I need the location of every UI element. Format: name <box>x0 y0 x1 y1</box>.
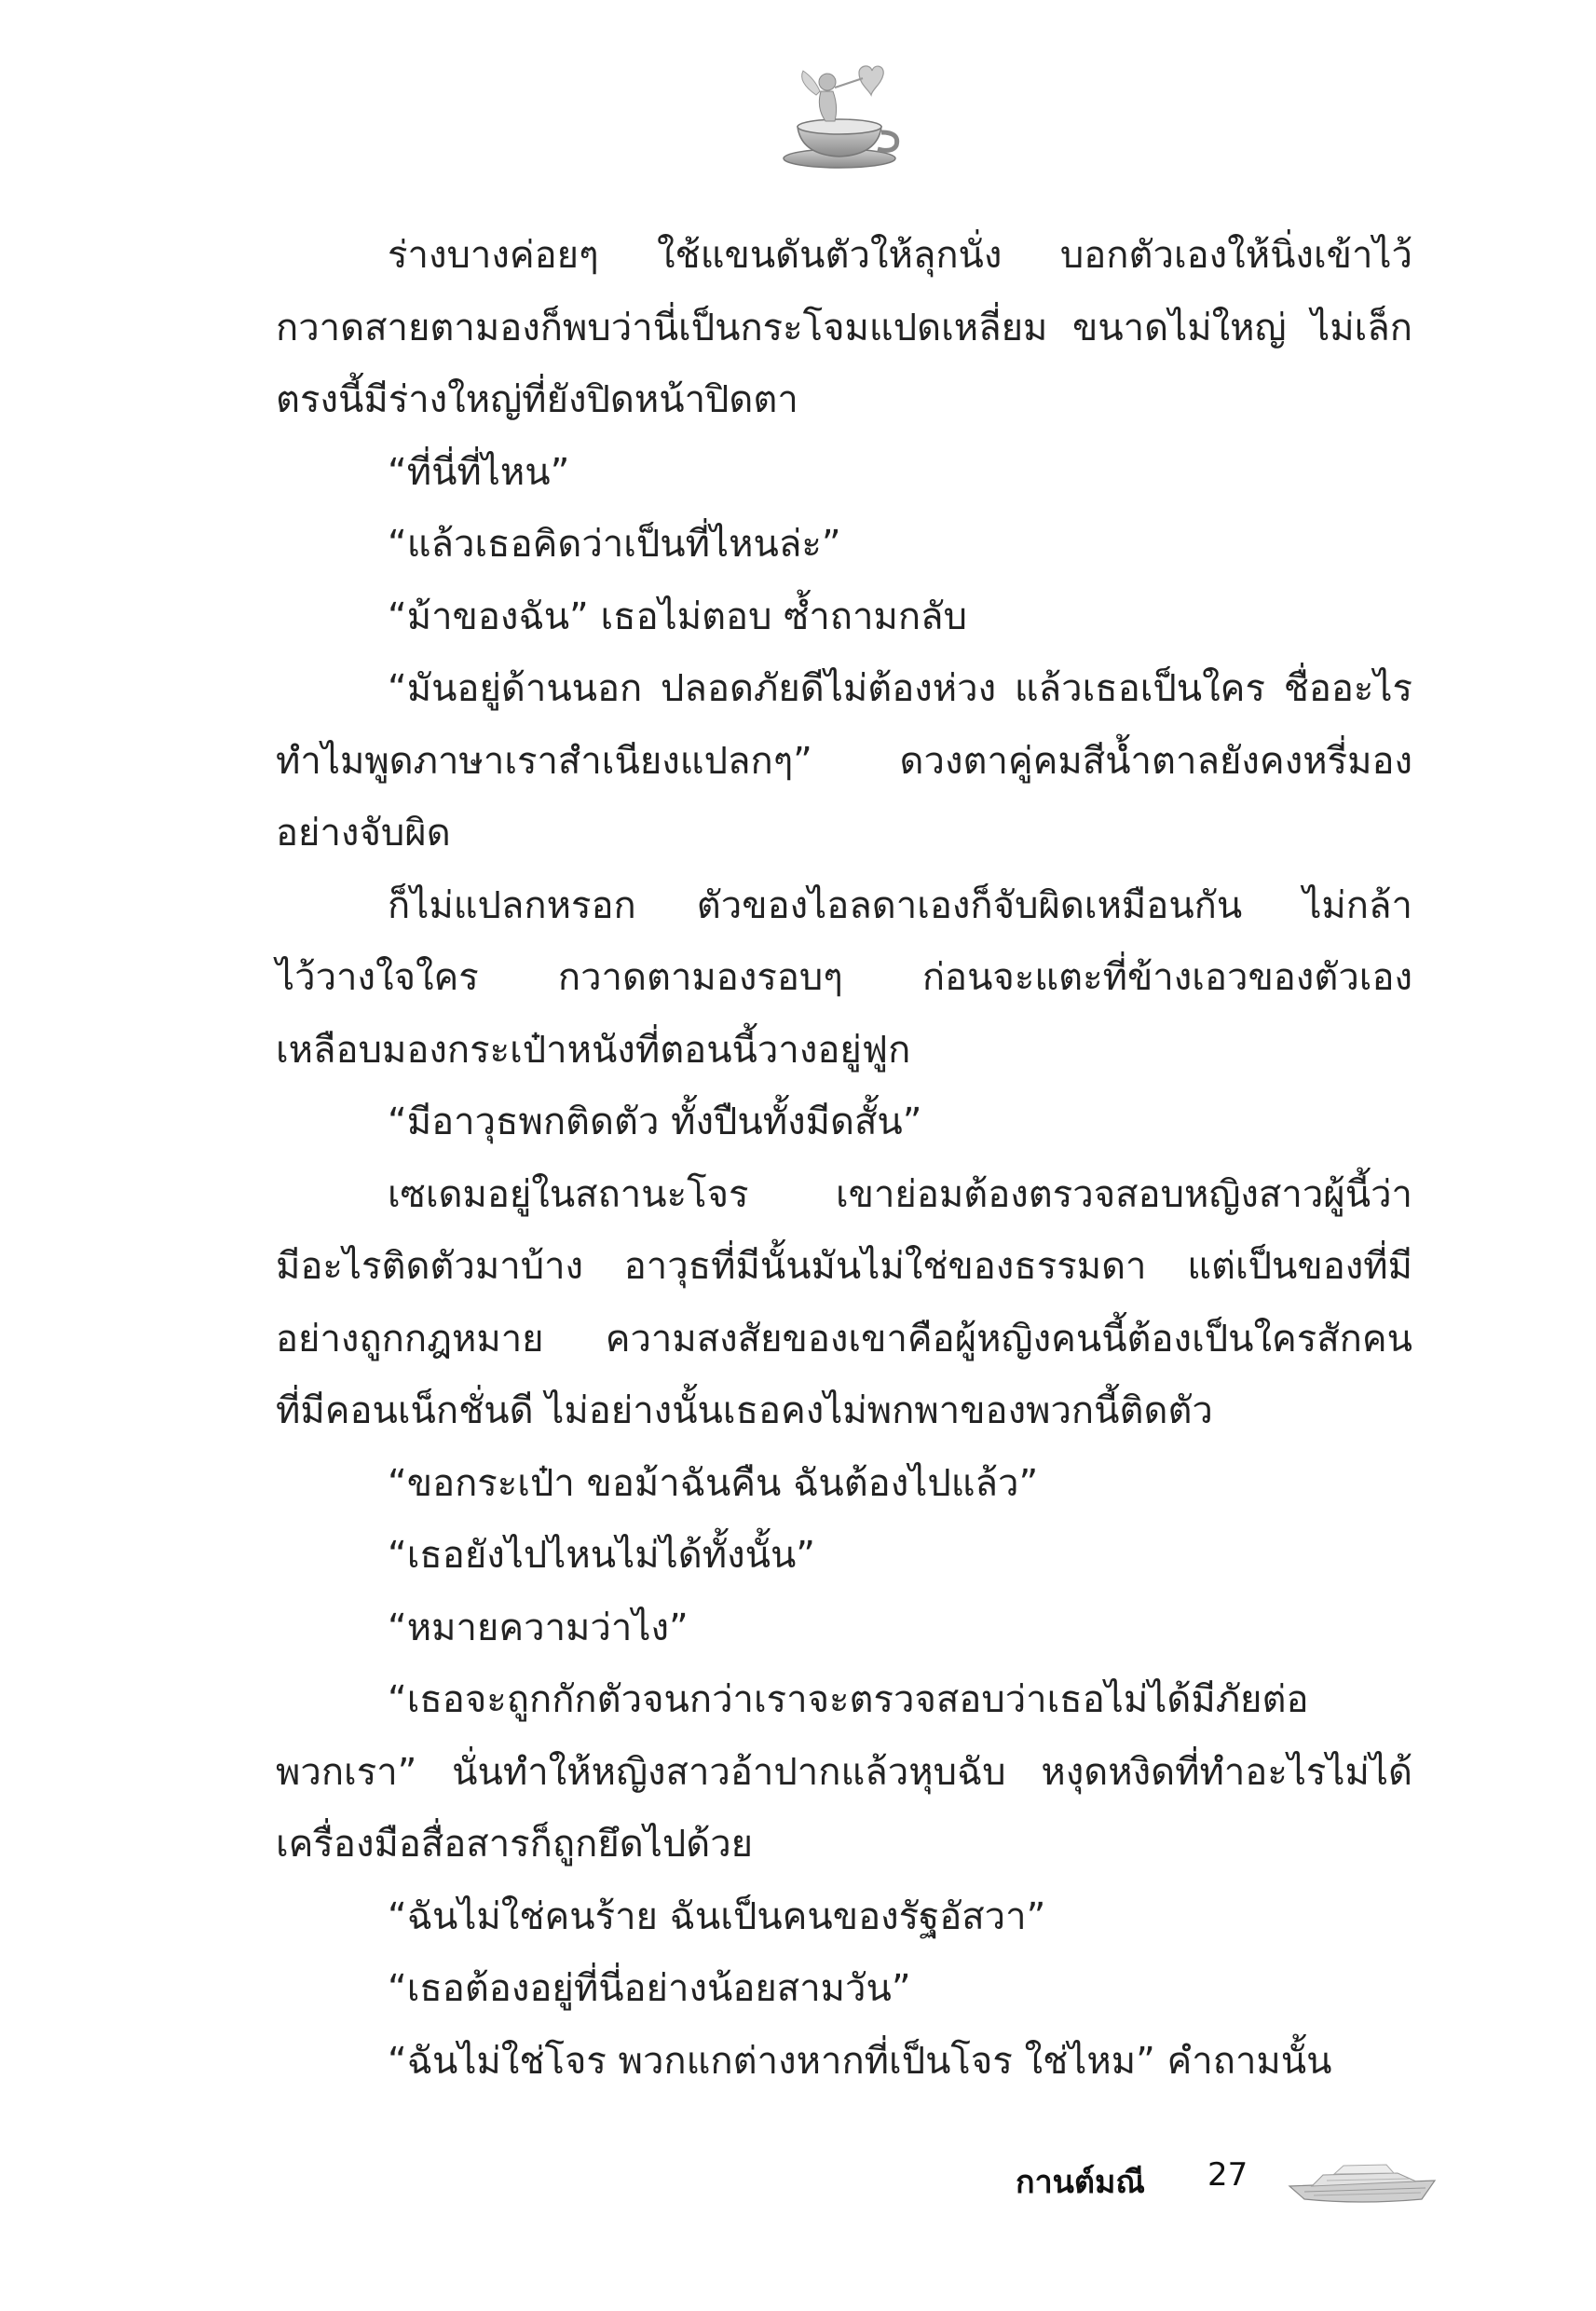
page-number: 27 <box>1207 2156 1248 2194</box>
text-line: อย่างถูกกฎหมาย ความสงสัยของเขาคือผู้หญิงคนนี้ต้องเป็นใครสักคน <box>276 1317 1412 1361</box>
text-line: อย่างจับผิด <box>276 812 451 855</box>
text-line: “มีอาวุธพกติดตัว ทั้งปืนทั้งมีดสั้น” <box>388 1101 922 1143</box>
paragraph <box>276 1087 1412 1159</box>
paragraph <box>276 1159 1412 1448</box>
text-line: “เธอยังไปไหนไม่ได้ทั้งนั้น” <box>388 1534 816 1577</box>
text-line: “มันอยู่ด้านนอก ปลอดภัยดีไม่ต้องห่วง แล้วเธอเป็นใคร ชื่ออะไร <box>388 667 1412 710</box>
paragraph <box>276 1520 1412 1593</box>
paragraph <box>276 1953 1412 2026</box>
text-line: ตรงนี้มีร่างใหญ่ที่ยังปิดหน้าปิดตา <box>276 378 798 421</box>
text-line: “ที่นี่ที่ไหน” <box>388 450 570 494</box>
page-footer <box>1016 2143 1453 2218</box>
text-line: “เธอต้องอยู่ที่นี่อย่างน้อยสามวัน” <box>388 1967 911 2010</box>
paragraph <box>276 437 1412 510</box>
text-line: “ฉันไม่ใช่คนร้าย ฉันเป็นคนของรัฐอัสวา” <box>388 1894 1046 1938</box>
text-line: “เธอจะถูกกักตัวจนกว่าเราจะตรวจสอบว่าเธอไม่ได้มีภัยต่อ <box>388 1678 1309 1721</box>
text-line: “ฉันไม่ใช่โจร พวกแกต่างหากที่เป็นโจร ใช่ไหม” คำถามนั้น <box>388 2039 1332 2083</box>
text-line: เหลือบมองกระเป๋าหนังที่ตอนนี้วางอยู่ฟูก <box>276 1028 911 1072</box>
text-line: “ม้าของฉัน” เธอไม่ตอบ ซ้ำถามกลับ <box>388 595 967 638</box>
text-line: เซเดมอยู่ในสถานะโจร เขาย่อมต้องตรวจสอบหญิงสาวผู้นี้ว่า <box>388 1172 1412 1216</box>
text-line: พวกเรา” นั่นทำให้หญิงสาวอ้าปากแล้วหุบฉับ หงุดหงิดที่ทำอะไรไม่ได้ <box>276 1750 1412 1794</box>
text-line: ทำไมพูดภาษาเราสำเนียงแปลกๆ” ดวงตาคู่คมสีน้ำตาลยังคงหรี่มอง <box>276 739 1412 783</box>
text-line: ร่างบางค่อยๆ ใช้แขนดันตัวให้ลุกนั่ง บอกตัวเองให้นิ่งเข้าไว้ <box>388 234 1412 277</box>
book-title: กานต์มณี <box>1016 2164 1145 2201</box>
paragraph <box>276 2026 1412 2099</box>
text-line: ไว้วางใจใคร กวาดตามองรอบๆ ก่อนจะแตะที่ข้างเอวของตัวเอง <box>276 956 1412 999</box>
text-line: ก็ไม่แปลกหรอก ตัวของไอลดาเองก็จับผิดเหมือนกัน ไม่กล้า <box>388 883 1412 927</box>
paragraph <box>276 220 1412 437</box>
paragraph <box>276 870 1412 1087</box>
paragraph <box>276 581 1412 654</box>
text-line: กวาดสายตามองก็พบว่านี่เป็นกระโจมแปดเหลี่ยม ขนาดไม่ใหญ่ ไม่เล็ก <box>276 306 1412 349</box>
text-line: “ขอกระเป๋า ขอม้าฉันคืน ฉันต้องไปแล้ว” <box>388 1461 1039 1505</box>
paragraph <box>276 653 1412 870</box>
paragraph <box>276 1593 1412 1665</box>
text-line: “แล้วเธอคิดว่าเป็นที่ไหนล่ะ” <box>388 523 841 566</box>
cruise-ship-icon <box>1286 2153 1439 2208</box>
text-line: เครื่องมือสื่อสารก็ถูกยึดไปด้วย <box>276 1823 754 1866</box>
paragraph <box>276 509 1412 581</box>
cupid-teacup-ornament-icon <box>770 54 909 175</box>
paragraph <box>276 1664 1412 1881</box>
paragraph <box>276 1448 1412 1521</box>
text-line: มีอะไรติดตัวมาบ้าง อาวุธที่มีนั้นมันไม่ใช่ของธรรมดา แต่เป็นของที่มี <box>276 1245 1412 1288</box>
text-line: “หมายความว่าไง” <box>388 1606 689 1649</box>
body-text <box>276 220 1412 2098</box>
text-line: ที่มีคอนเน็กชั่นดี ไม่อย่างนั้นเธอคงไม่พกพาของพวกนี้ติดตัว <box>276 1389 1213 1432</box>
paragraph <box>276 1881 1412 1954</box>
